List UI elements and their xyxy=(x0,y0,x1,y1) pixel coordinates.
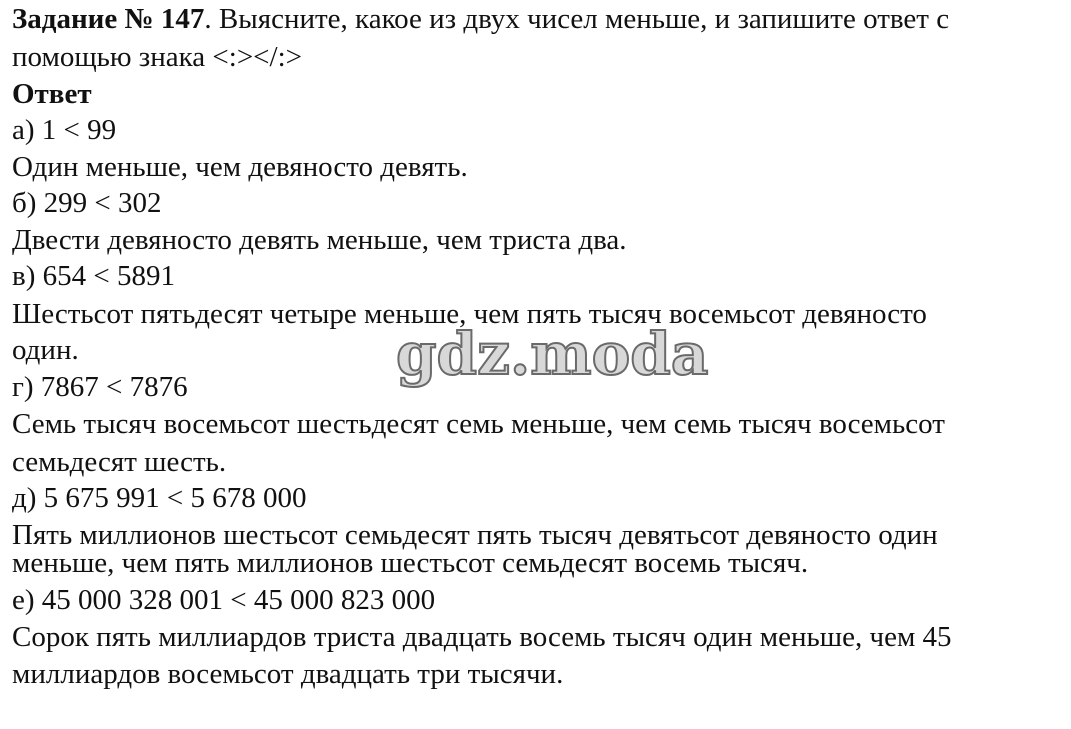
task-title-line xyxy=(12,2,949,36)
answer-d-words-line2: семьдесят шесть. xyxy=(12,446,227,478)
answer-f-words-line2: миллиардов восемьсот двадцать три тысячи. xyxy=(12,658,564,690)
answer-c-words-line1: Шестьсот пятьдесят четыре меньше, чем пять тысяч восемьсот девяносто xyxy=(12,298,927,330)
answer-f-expression: е) 45 000 328 001 < 45 000 823 000 xyxy=(12,584,436,616)
answer-c-expression: в) 654 < 5891 xyxy=(12,260,175,292)
task-text: . Выясните, какое из двух чисел меньше, и запишите ответ с xyxy=(204,3,950,35)
answer-a-expression: а) 1 < 99 xyxy=(12,114,117,146)
watermark-logo: gdz.moda xyxy=(396,320,709,388)
answer-e-words-line2: меньше, чем пять миллионов шестьсот семьдесят восемь тысяч. xyxy=(12,547,809,579)
answer-b-expression: б) 299 < 302 xyxy=(12,187,162,219)
answer-b-words: Двести девяносто девять меньше, чем триста два. xyxy=(12,224,627,256)
answer-d-words-line1: Семь тысяч восемьсот шестьдесят семь меньше, чем семь тысяч восемьсот xyxy=(12,408,945,440)
answer-d-expression: г) 7867 < 7876 xyxy=(12,371,188,403)
answer-e-words-line1: Пять миллионов шестьсот семьдесят пять тысяч девятьсот девяносто один xyxy=(12,519,938,551)
answer-c-words-line2: один. xyxy=(12,334,79,366)
task-text-continued: помощью знака <:></:> xyxy=(12,41,302,73)
answer-f-words-line1: Сорок пять миллиардов триста двадцать восемь тысяч один меньше, чем 45 xyxy=(12,621,952,653)
answer-heading: Ответ xyxy=(12,78,92,110)
answer-a-words: Один меньше, чем девяносто девять. xyxy=(12,151,468,183)
task-number-label: Задание № 147 xyxy=(12,3,205,35)
answer-e-expression: д) 5 675 991 < 5 678 000 xyxy=(12,482,307,514)
